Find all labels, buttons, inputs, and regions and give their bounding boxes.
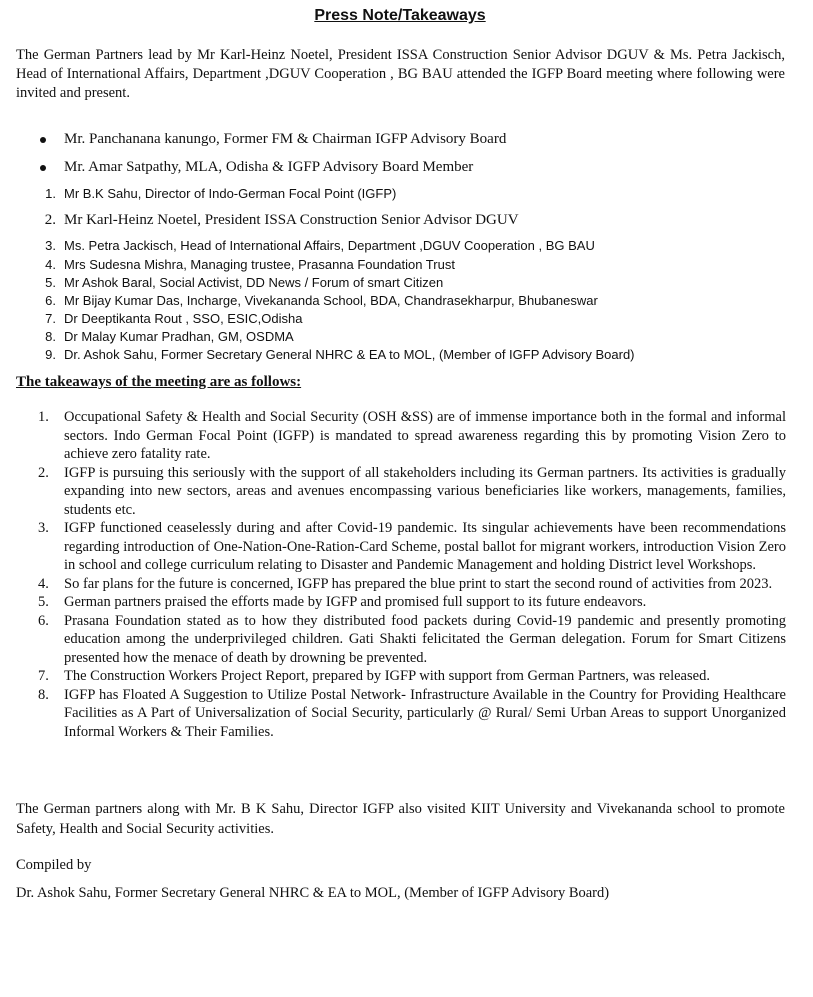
bullet-dot-icon: [40, 165, 46, 171]
takeaway-text: The Construction Workers Project Report, prepared by IGFP with support from German Partners, was released.: [64, 668, 710, 684]
item-number: 7.: [45, 311, 56, 326]
attendee-text: Dr. Ashok Sahu, Former Secretary General NHRC & EA to MOL, (Member of IGFP Advisory Board): [64, 347, 635, 362]
takeaway-text: IGFP functioned ceaselessly during and after Covid-19 pandemic. Its singular achievements have been recommendations regarding introduction of One-Nation-One-Ration-Card Scheme, postal ballot for migrant workers, introduction Vision Zero in school and college curriculum relating to Disaster and Pandemic Management and holding District level Workshops.: [64, 520, 786, 573]
takeaway-text: Prasana Foundation stated as to how they distributed food packets during Covid-19 pandemic and presently promoting education among the underprivileged children. Gati Shakti felicitated the German delegation. Forum for Smart Citizens presented how the menace of death by drowning be prevented.: [64, 612, 786, 666]
takeaway-item: [16, 464, 786, 520]
item-number: 3.: [38, 520, 49, 536]
item-number: 5.: [38, 594, 49, 610]
takeaway-item: [16, 575, 786, 594]
takeaway-text: Occupational Safety & Health and Social Security (OSH &SS) are of immense importance both in the formal and informal sectors. Indo German Focal Point (IGFP) is mandated to spread awareness regarding this by promoting Vision Zero to achieve zero fatality rate.: [64, 409, 786, 462]
takeaway-item: [16, 593, 786, 612]
takeaways-heading: The takeaways of the meeting are as follows:: [16, 374, 302, 390]
attendee-text: Dr Deeptikanta Rout , SSO, ESIC,Odisha: [64, 311, 303, 326]
intro-paragraph: The German Partners lead by Mr Karl-Heinz Noetel, President ISSA Construction Senior Advisor DGUV & Ms. Petra Jackisch, Head of International Affairs, Department ,DGUV Cooperation , BG BAU attended the IGFP Board meeting where following were invited and present.: [16, 47, 785, 101]
takeaway-item: [16, 612, 786, 668]
takeaway-item: [16, 686, 786, 742]
item-number: 6.: [45, 293, 56, 308]
takeaways-list: [16, 408, 786, 741]
item-number: 5.: [45, 275, 56, 290]
attendee-text: Mr B.K Sahu, Director of Indo-German Focal Point (IGFP): [64, 186, 397, 201]
page-title: Press Note/Takeaways: [314, 7, 486, 24]
attendee-text: Mr Karl-Heinz Noetel, President ISSA Construction Senior Advisor DGUV: [64, 212, 519, 228]
takeaway-text: IGFP is pursuing this seriously with the support of all stakeholders including its German partners. Its activities is gradually expanding into new sectors, areas and avenues encompassing various beneficiaries like workers, managements, families, students etc.: [64, 464, 786, 518]
takeaway-item: [16, 519, 786, 575]
attendee-text: Ms. Petra Jackisch, Head of International Affairs, Department ,DGUV Cooperation , BG BAU: [64, 238, 595, 253]
item-number: 2.: [44, 212, 56, 228]
attendee-text: Mr. Panchanana kanungo, Former FM & Chairman IGFP Advisory Board: [64, 131, 507, 147]
author-signature: Dr. Ashok Sahu, Former Secretary General NHRC & EA to MOL, (Member of IGFP Advisory Board): [16, 885, 610, 901]
item-number: 4.: [38, 575, 49, 592]
attendee-text: Mrs Sudesna Mishra, Managing trustee, Prasanna Foundation Trust: [64, 257, 455, 272]
item-number: 8.: [45, 329, 56, 344]
item-number: 3.: [45, 238, 56, 253]
item-number: 1.: [45, 186, 56, 201]
item-number: 4.: [45, 257, 56, 272]
item-number: 1.: [38, 409, 49, 425]
attendee-text: Dr Malay Kumar Pradhan, GM, OSDMA: [64, 329, 294, 344]
takeaway-item: [16, 667, 786, 686]
attendee-text: Mr Bijay Kumar Das, Incharge, Vivekananda School, BDA, Chandrasekharpur, Bhubaneswar: [64, 293, 598, 308]
item-number: 7.: [38, 668, 49, 684]
takeaway-text: German partners praised the efforts made by IGFP and promised full support to its future endeavors.: [64, 594, 647, 610]
closing-paragraph: The German partners along with Mr. B K Sahu, Director IGFP also visited KIIT University and Vivekananda school to promote Safety, Health and Social Security activities.: [16, 801, 785, 837]
item-number: 8.: [38, 686, 49, 703]
attendee-text: Mr Ashok Baral, Social Activist, DD News / Forum of smart Citizen: [64, 275, 444, 290]
item-number: 2.: [38, 464, 49, 481]
attendee-text: Mr. Amar Satpathy, MLA, Odisha & IGFP Advisory Board Member: [64, 159, 474, 175]
bullet-dot-icon: [40, 137, 46, 143]
takeaway-text: IGFP has Floated A Suggestion to Utilize Postal Network- Infrastructure Available in the Country for Providing Healthcare Facilities as A Part of Universalization of Social Security, particularly @ Rural/ Semi Urban Areas to support Unorganized Informal Workers & Their Families.: [64, 686, 786, 740]
compiled-by-label: Compiled by: [16, 857, 92, 873]
item-number: 9.: [45, 347, 56, 362]
item-number: 6.: [38, 612, 49, 629]
takeaway-item: [16, 408, 786, 464]
takeaway-text: So far plans for the future is concerned, IGFP has prepared the blue print to start the second round of activities from 2023.: [64, 575, 773, 592]
